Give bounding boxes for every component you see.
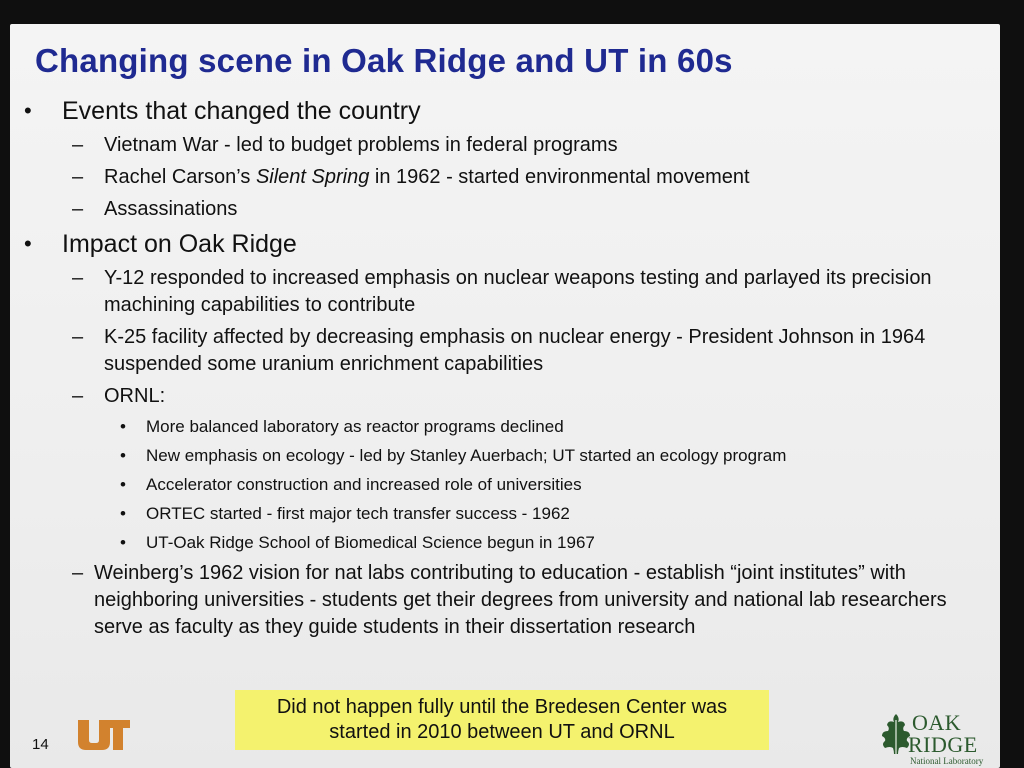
bullet-events [24, 96, 994, 126]
sub-bullet-text-post: in 1962 - started environmental movement [369, 166, 750, 188]
ornl-item-text: More balanced laboratory as reactor programs declined [146, 417, 564, 436]
slide-content [24, 96, 994, 646]
bullet-dot-icon: • [120, 533, 126, 552]
ornl-logo-ridge: RIDGE [908, 732, 978, 757]
ornl-item [24, 531, 994, 554]
bullet-heading: Impact on Oak Ridge [62, 230, 297, 258]
sub-bullet-text: Assassinations [104, 198, 238, 220]
dash-icon: – [72, 385, 84, 407]
ornl-item [24, 473, 994, 496]
ornl-item [24, 444, 994, 467]
bullet-dot-icon: • [24, 231, 32, 256]
book-title: Silent Spring [255, 166, 370, 188]
sub-bullet-text: ORNL: [104, 385, 166, 407]
ornl-item-text: Accelerator construction and increased role of universities [146, 475, 582, 494]
sub-bullet-text-pre: Rachel Carson’s [104, 166, 256, 188]
ornl-item-text: UT-Oak Ridge School of Biomedical Science begun in 1967 [146, 533, 595, 552]
sub-bullet-weinberg [24, 560, 994, 641]
ornl-item-text: New emphasis on ecology - led by Stanley Auerbach; UT started an ecology program [146, 446, 787, 465]
bullet-dot-icon: • [120, 446, 126, 465]
sub-bullet-text: Y-12 responded to increased emphasis on nuclear weapons testing and parlayed its precision machining capabilities to contribute [104, 267, 932, 316]
ornl-logo-subtitle: National Laboratory [910, 756, 984, 766]
sub-bullet-text: Vietnam War - led to budget problems in federal programs [104, 134, 618, 156]
ornl-item [24, 415, 994, 438]
callout-line-2: started in 2010 between UT and ORNL [329, 721, 675, 743]
dash-icon: – [72, 326, 84, 348]
bullet-dot-icon: • [24, 98, 32, 123]
dash-icon: – [72, 562, 84, 584]
ornl-logo-oak: OAK [912, 710, 962, 735]
bullet-heading: Events that changed the country [62, 97, 421, 125]
ornl-logo [878, 708, 1000, 768]
dash-icon: – [72, 267, 84, 289]
callout-line-1: Did not happen fully until the Bredesen Center was [276, 696, 728, 718]
bullet-impact [24, 229, 994, 259]
sub-bullet-carson [24, 164, 994, 191]
bullet-dot-icon: • [120, 504, 126, 523]
sub-bullet-text: K-25 facility affected by decreasing emphasis on nuclear energy - President Johnson in 1964 suspended some uranium enrichment capabilities [104, 326, 926, 375]
sub-bullet-k25 [24, 324, 994, 378]
dash-icon: – [72, 134, 84, 156]
slide-title: Changing scene in Oak Ridge and UT in 60s [35, 42, 733, 79]
sub-bullet-text: Weinberg’s 1962 vision for nat labs contributing to education - establish “joint institutes” with neighboring universities - students get their degrees from university and national lab researchers serve as faculty as they guide students in their dissertation research [94, 562, 947, 638]
sub-bullet-assassinations [24, 196, 994, 223]
page-number: 14 [32, 736, 49, 753]
sub-bullet-vietnam [24, 132, 994, 159]
dash-icon: – [72, 166, 84, 188]
slide [10, 24, 1000, 768]
sub-bullet-y12 [24, 265, 994, 319]
bullet-dot-icon: • [120, 417, 126, 436]
sub-bullet-ornl [24, 383, 994, 410]
ornl-item [24, 502, 994, 525]
callout-box [235, 690, 769, 750]
ut-logo-icon [76, 718, 132, 752]
bullet-dot-icon: • [120, 475, 126, 494]
dash-icon: – [72, 198, 84, 220]
ornl-item-text: ORTEC started - first major tech transfer success - 1962 [146, 504, 570, 523]
